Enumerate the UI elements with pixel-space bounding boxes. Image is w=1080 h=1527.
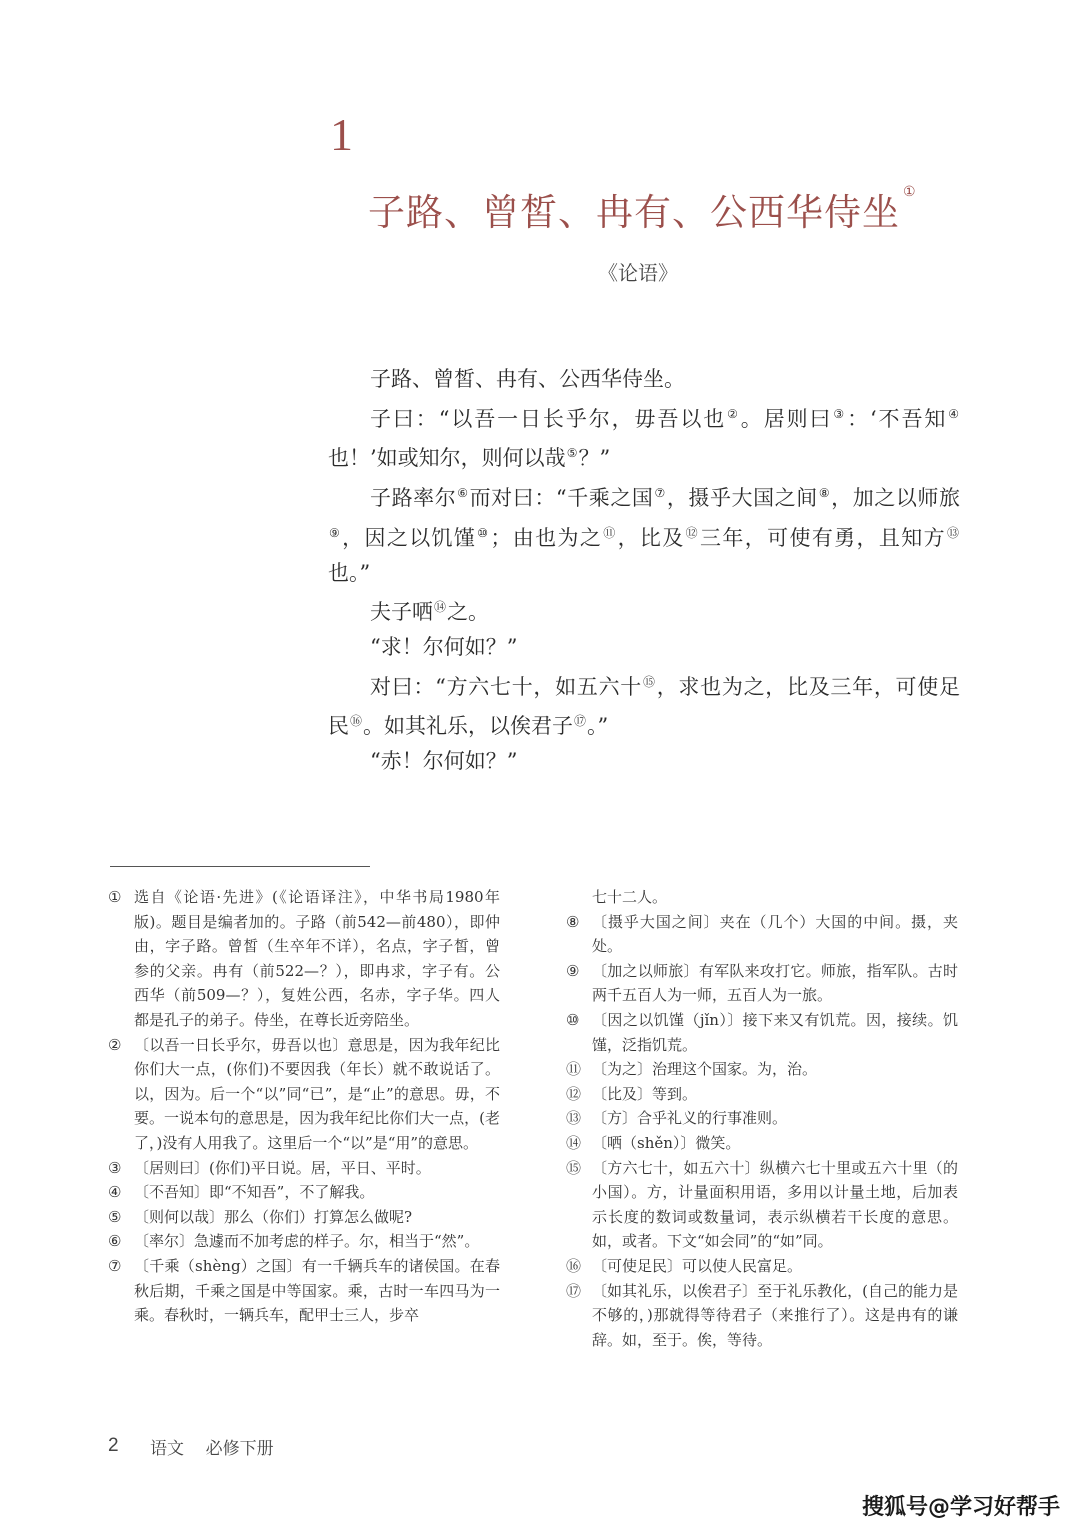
footnote-item [108,1229,500,1254]
footnote-marker: ⑬ [566,1109,582,1128]
footnote-text: 〔比及〕等到。 [592,1084,698,1103]
lesson-title-text: 子路、曾皙、冉有、公西华侍坐 [368,191,900,234]
footnote-marker: ⑪ [566,1060,582,1079]
footnote-item [108,885,500,1033]
footnote-item [566,885,958,910]
watermark-text: 搜狐号@学习好帮手 [862,1495,1061,1520]
paragraph [328,630,960,665]
text-run: 也。” [328,560,371,585]
footnote-divider [110,866,370,867]
footnotes-right-column [566,885,958,1352]
footnote-marker: ② [108,1035,122,1054]
footnote-item [108,1156,500,1181]
text-run: ，因之以饥馑 [342,525,477,550]
page-number: 2 [108,1435,119,1456]
text-run: ；由也为之 [490,525,603,550]
text-run: 子曰：“以吾一日长乎尔，毋吾以也 [370,406,727,431]
text-run: ，求也为之，比及三年，可使足民 [328,674,960,739]
footnote-text: 〔哂（shěn）〕微笑。 [592,1133,741,1152]
footnote-marker: ④ [108,1183,122,1202]
footnote-item [566,1156,958,1254]
text-run: 三年，可使有勇，且知方 [700,525,946,550]
footnote-text: 七十二人。 [592,888,668,906]
footnote-item [566,1279,958,1353]
footnote-marker: ⑧ [566,912,580,931]
footnote-item [566,959,958,1008]
source-label: 《论语》 [598,261,678,285]
footnote-text: 〔率尔〕急遽而不加考虑的样子。尔，相当于“然”。 [134,1232,480,1251]
main-text [328,362,960,779]
note-marker: ⑭ [434,600,447,615]
note-marker: ⑪ [603,525,617,540]
note-marker: ⑫ [685,525,700,540]
text-run: “求！尔何如？” [370,634,518,659]
lesson-number: 1 [330,109,353,160]
footnote-item [108,1033,500,1156]
paragraph [328,476,960,590]
footnote-item [566,1254,958,1279]
note-marker: ⑯ [350,714,363,729]
footnote-text: 〔居则曰〕(你们)平日说。居，平日、平时。 [134,1158,431,1177]
text-run: ，摄乎大国之间 [666,486,818,511]
paragraph [328,590,960,630]
footnote-text: 〔千乘（shèng）之国〕有一千辆兵车的诸侯国。在春秋后期，千乘之国是中等国家。乘，古时一车四马为一乘。春秋时，一辆兵车，配甲士三人，步卒 [134,1256,500,1325]
footnote-text: 〔如其礼乐，以俟君子〕至于礼乐教化，(自己的能力是不够的，)那就得等待君子（来推行了）。这是冉有的谦辞。如，至于。俟，等待。 [592,1281,958,1349]
note-marker: ⑬ [946,525,959,540]
note-marker: ⑦ [654,486,666,501]
note-marker: ⑤ [566,446,578,461]
note-marker: ⑮ [643,674,656,689]
footnote-item [566,1131,958,1156]
note-marker: ⑥ [457,486,469,501]
footnote-marker: ⑨ [566,961,580,980]
footnote-text: 〔不吾知〕即“不知吾”，不了解我。 [134,1183,375,1202]
footnote-marker: ⑭ [566,1133,582,1152]
book-name: 语文 必修下册 [150,1439,274,1459]
text-run: 也！’如或知尔，则何以哉 [328,446,566,471]
footnote-text: 〔方〕合乎礼义的行事准则。 [592,1109,788,1128]
footnote-item [566,910,958,959]
text-run: ？” [578,446,611,471]
footnote-text: 〔可使足民〕可以使人民富足。 [592,1256,803,1275]
note-marker: ⑩ [477,525,490,540]
text-run: 而对曰：“千乘之国 [469,486,654,511]
text-run: 。如其礼乐，以俟君子 [363,714,574,739]
footnote-text: 〔加之以师旅〕有军队来攻打它。师旅，指军队。古时两千五百人为一师，五百人为一旅。 [592,961,958,1005]
footnote-item [108,1180,500,1205]
paragraph [328,665,960,744]
footnote-item [108,1254,500,1328]
footnote-text: 〔为之〕治理这个国家。为，治。 [592,1060,818,1079]
paragraph [328,744,960,779]
footnote-text: 选自《论语·先进》(《论语译注》，中华书局1980年版)。题目是编者加的。子路（前542—前480），即仲由，字子路。曾皙（生卒年不详），名点，字子皙，曾参的父亲。冉有（前522—？），即冉求，字子有。公西华（前509—？），复姓公西，名赤，字子华。四人都是孔子的弟子。侍坐，在尊长近旁陪坐。 [134,888,500,1029]
paragraph [328,397,960,476]
note-marker: ⑨ [329,525,342,540]
footnote-marker: ⑦ [108,1256,122,1275]
paragraph [328,362,960,397]
note-marker: ⑰ [574,714,587,729]
note-marker: ③ [833,406,847,421]
footnote-text: 〔方六七十，如五六十〕纵横六七十里或五六十里（的小国）。方，计量面积用语，多用以计量土地，后加表示长度的数词或数量词，表示纵横若干长度的意思。如，或者。下文“如会同”的“如”同。 [592,1158,958,1251]
text-run: 。居则曰 [740,406,833,431]
lesson-title [368,182,917,236]
text-run: 子路率尔 [370,486,457,511]
footnote-marker: ① [108,888,122,906]
footnote-item [566,1008,958,1057]
footnote-marker: ③ [108,1158,122,1177]
text-run: 子路、曾皙、冉有、公西华侍坐。 [370,367,685,391]
text-run: 。” [587,714,609,739]
text-run: ：‘不吾知 [847,406,948,431]
footnote-marker: ⑫ [566,1084,582,1103]
footnote-text: 〔以吾一日长乎尔，毋吾以也〕意思是，因为我年纪比你们大一点，(你们)不要因我（年长）就不敢说话了。以，因为。后一个“以”同“已”，是“止”的意思。毋，不要。一说本句的意思是，因为我年纪比你们大一点，(老了，)没有人用我了。这里后一个“以”是“用”的意思。 [134,1035,500,1152]
footnotes-left-column [108,885,500,1328]
text-run: 夫子哂 [370,600,433,625]
footnote-marker: ⑮ [566,1158,582,1177]
footnote-text: 〔则何以哉〕那么（你们）打算怎么做呢? [134,1207,413,1226]
footnote-marker: ⑥ [108,1232,122,1251]
text-run: 对曰：“方六七十，如五六十 [370,674,642,699]
text-run: “赤！尔何如？” [370,749,518,774]
note-marker: ② [727,406,740,421]
text-run: ，加之以师旅 [831,486,960,511]
footnote-marker: ⑩ [566,1010,580,1029]
note-marker: ⑧ [818,486,831,501]
footnote-item [566,1106,958,1131]
text-run: ，比及 [617,525,685,550]
footnote-item [108,1205,500,1230]
footnote-marker: ⑤ [108,1207,122,1226]
footnote-marker: ⑰ [566,1281,582,1300]
note-marker: ④ [948,406,960,421]
title-note-marker: ① [903,184,917,200]
text-run: 之。 [447,600,490,625]
footnote-marker: ⑯ [566,1256,582,1275]
footnote-item [566,1082,958,1107]
footnote-item [566,1057,958,1082]
footnote-text: 〔摄乎大国之间〕夹在（几个）大国的中间。摄，夹处。 [592,912,958,956]
footnote-text: 〔因之以饥馑（jǐn）〕接下来又有饥荒。因，接续。饥馑，泛指饥荒。 [592,1010,958,1054]
